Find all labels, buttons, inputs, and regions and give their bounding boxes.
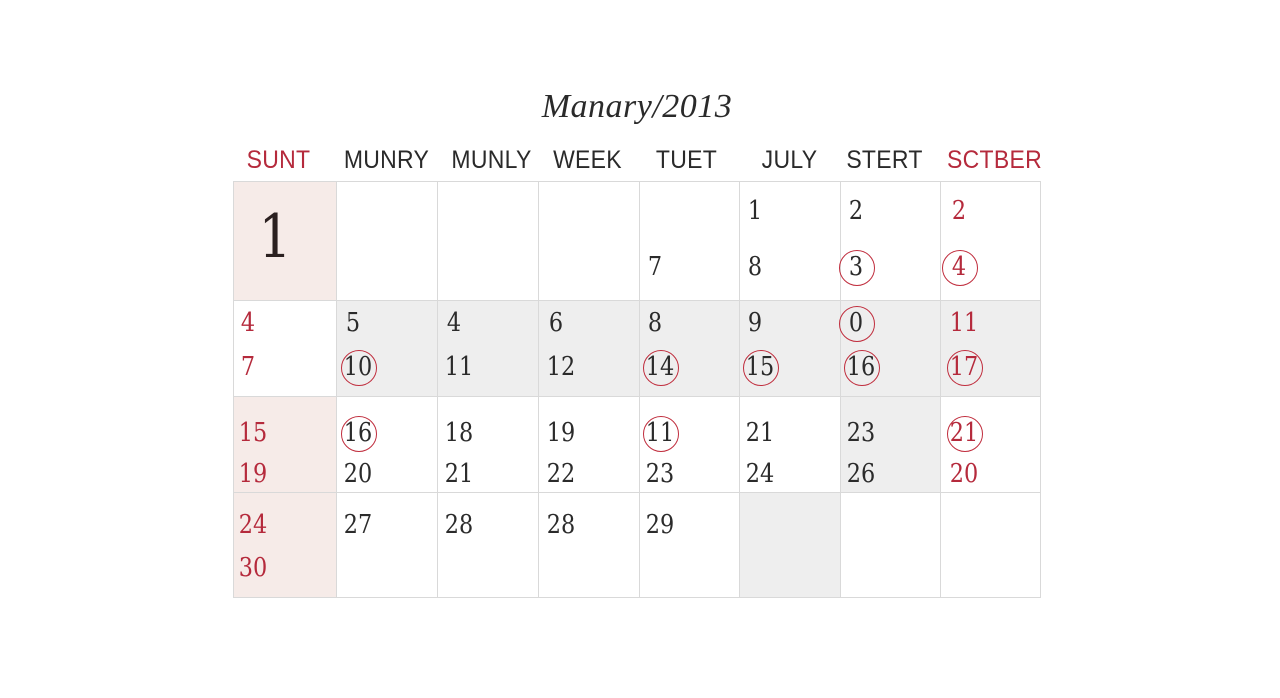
circled-day-marker — [839, 306, 875, 342]
day-number: 0 — [848, 308, 864, 338]
day-number: 16 — [343, 418, 373, 448]
day-cell[interactable] — [941, 493, 1041, 598]
weekday-header-sctber: SCTBER — [947, 145, 1042, 174]
day-number: 19 — [238, 459, 268, 489]
day-number: 24 — [745, 459, 775, 489]
day-cell[interactable] — [640, 181, 740, 301]
weekday-header-tuet: TUET — [655, 145, 718, 174]
day-number: 7 — [240, 352, 256, 382]
day-cell[interactable] — [438, 493, 539, 598]
day-number: 8 — [747, 252, 763, 282]
day-number: 15 — [238, 418, 268, 448]
day-number: 23 — [645, 459, 675, 489]
circled-day-marker — [947, 350, 983, 386]
day-number: 11 — [645, 418, 675, 448]
calendar-title: Manary/2013 — [541, 88, 733, 125]
day-number: 6 — [548, 308, 564, 338]
day-number: 21 — [949, 418, 979, 448]
day-number: 29 — [645, 510, 675, 540]
day-cell[interactable] — [640, 493, 740, 598]
day-cell[interactable] — [539, 493, 640, 598]
day-number: 4 — [446, 308, 462, 338]
day-number: 21 — [745, 418, 775, 448]
weekday-header-sunt: SUNT — [246, 145, 311, 174]
day-number: 20 — [343, 459, 373, 489]
day-number: 30 — [238, 553, 268, 583]
day-cell[interactable] — [841, 493, 941, 598]
weekday-header-munry: MUNRY — [343, 145, 430, 174]
day-number: 21 — [444, 459, 474, 489]
day-number: 22 — [546, 459, 576, 489]
day-number: 28 — [546, 510, 576, 540]
day-number: 18 — [444, 418, 474, 448]
day-cell[interactable] — [539, 181, 640, 301]
day-number: 28 — [444, 510, 474, 540]
circled-day-marker — [643, 350, 679, 386]
day-number: 23 — [846, 418, 876, 448]
circled-day-marker — [341, 416, 377, 452]
day-number: 2 — [951, 196, 967, 226]
day-number: 4 — [240, 308, 256, 338]
calendar-grid — [233, 181, 1041, 598]
weekday-header-stert: STERT — [846, 145, 923, 174]
circled-day-marker — [743, 350, 779, 386]
day-number: 3 — [848, 252, 864, 282]
day-number: 15 — [745, 352, 775, 382]
day-number: 11 — [949, 308, 979, 338]
circled-day-marker — [942, 250, 978, 286]
day-number: 1 — [747, 196, 763, 226]
day-number: 24 — [238, 510, 268, 540]
circled-day-marker — [341, 350, 377, 386]
day-number: 10 — [343, 352, 373, 382]
day-number: 5 — [345, 308, 361, 338]
weekday-header-week: WEEK — [553, 145, 622, 174]
weekday-header-july: JULY — [761, 145, 818, 174]
day-cell[interactable] — [740, 493, 841, 598]
day-number: 9 — [747, 308, 763, 338]
day-number: 17 — [949, 352, 979, 382]
circled-day-marker — [839, 250, 875, 286]
day-number: 14 — [645, 352, 675, 382]
circled-day-marker — [844, 350, 880, 386]
circled-day-marker — [643, 416, 679, 452]
circled-day-marker — [947, 416, 983, 452]
day-number: 20 — [949, 459, 979, 489]
day-number: 26 — [846, 459, 876, 489]
day-number: 12 — [546, 352, 576, 382]
big-day-number: 1 — [258, 202, 292, 272]
day-cell[interactable] — [337, 181, 438, 301]
day-number: 8 — [647, 308, 663, 338]
day-number: 27 — [343, 510, 373, 540]
day-number: 7 — [647, 252, 663, 282]
day-number: 16 — [846, 352, 876, 382]
weekday-header-munly: MUNLY — [451, 145, 532, 174]
day-number: 19 — [546, 418, 576, 448]
day-number: 2 — [848, 196, 864, 226]
day-number: 11 — [444, 352, 474, 382]
day-number: 4 — [951, 252, 967, 282]
day-cell[interactable] — [438, 181, 539, 301]
day-cell[interactable] — [337, 493, 438, 598]
